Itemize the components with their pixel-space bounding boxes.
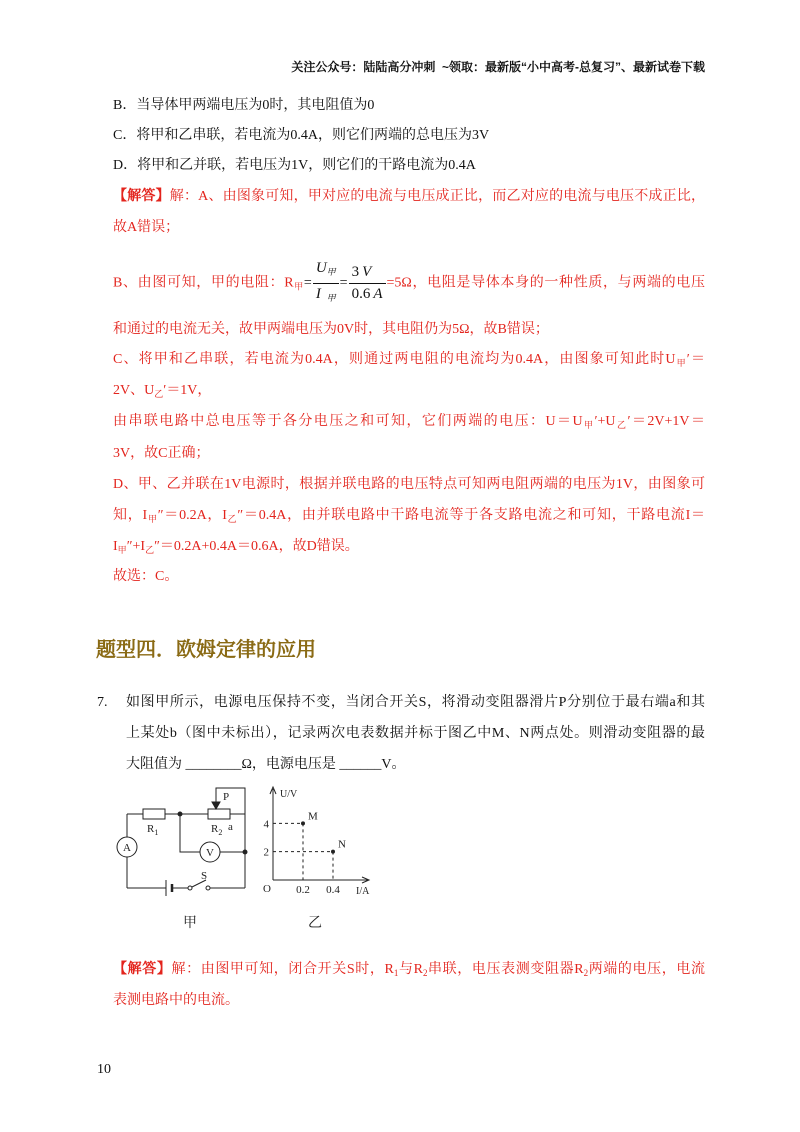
solution6-line-c1 xyxy=(113,350,705,370)
option-d: D．将甲和乙并联，若电压为1V，则它们的干路电流为0.4A xyxy=(113,158,476,173)
s7-subscript-1: 1 xyxy=(393,968,399,978)
fraction-i-denominator xyxy=(313,284,339,309)
d2-subscript-2: 乙 xyxy=(226,514,238,524)
question7-figures xyxy=(110,785,400,940)
denominator-i-subscript: 甲 xyxy=(320,293,336,303)
c3-text-pre: 由串联电路中总电压等于各分电压之和可知，它们两端的电压：U＝U xyxy=(113,414,583,429)
s7-subscript-3: 2 xyxy=(583,968,589,978)
denominator-i: I xyxy=(315,286,321,302)
question7-line-3: 大阻值为 ________Ω，电源电压是 ______V。 xyxy=(126,757,406,772)
solution6-line-d1: D、甲、乙并联在1V电源时，根据并联电路的电压特点可知两电阻两端的电压为1V，由图象可 xyxy=(113,477,705,492)
r2-letter: R xyxy=(211,823,219,835)
b1-text-post: =5Ω，电阻是导体本身的一种性质，与两端的电压 xyxy=(386,275,705,291)
d3-text-pre: I xyxy=(113,539,118,554)
r2-label xyxy=(211,823,222,837)
solution6-line-b1 xyxy=(113,258,705,302)
c2-subscript: 乙 xyxy=(154,389,164,399)
option-b: B．当导体甲两端电压为0时，其电阻值为0 xyxy=(113,98,375,113)
x-tick-label-0.2: 0.2 xyxy=(296,884,310,896)
d2-text-post: ″＝0.4A，由并联电路中干路电流等于各支路电流之和可知，干路电流I＝ xyxy=(237,508,705,523)
d3-subscript-1: 甲 xyxy=(117,545,127,555)
slider-p-label: P xyxy=(223,791,230,803)
c1-text-pre: C、将甲和乙串联，若电流为0.4A，则通过两电阻的电流均为0.4A，由图象可知此时U xyxy=(113,352,676,367)
d2-subscript-1: 甲 xyxy=(147,514,158,524)
circuit-diagram xyxy=(117,788,247,896)
x-axis-label: I/A xyxy=(356,886,370,897)
option-c: C．将甲和乙串联，若电流为0.4A，则它们两端的总电压为3V xyxy=(113,128,490,143)
y-axis-label: U/V xyxy=(280,789,298,800)
c1-text-post: ′＝ xyxy=(686,352,705,367)
point-M xyxy=(301,821,305,825)
switch-s-label: S xyxy=(201,870,208,882)
d3-text-mid: ″+I xyxy=(126,539,146,554)
numerator-u: U xyxy=(315,260,327,276)
d2-text-pre: 知，I xyxy=(113,508,148,523)
d3-text-post: ″＝0.2A+0.4A＝0.6A，故D错误。 xyxy=(154,539,359,554)
s7-text-post: 两端的电压，电流 xyxy=(588,962,706,977)
r1-label xyxy=(147,823,158,837)
graph-data-marks xyxy=(264,810,347,896)
rheostat-end-a-label: a xyxy=(228,821,233,833)
solution7-line-1 xyxy=(113,960,705,980)
c3-text-mid: ′+U xyxy=(594,414,616,429)
fraction-voltage-numerator xyxy=(349,262,386,284)
r2-subscript: 2 xyxy=(218,828,223,837)
switch-contact-left xyxy=(188,886,192,890)
c2-text-post: ′＝1V， xyxy=(163,383,212,398)
voltmeter-label: V xyxy=(206,847,214,859)
fraction-u-numerator xyxy=(313,258,339,284)
fraction-values xyxy=(349,262,386,305)
numerator-value: 3 xyxy=(351,264,360,280)
point-label-M: M xyxy=(308,810,318,823)
r1-letter: R xyxy=(147,823,155,835)
fraction-current-denominator xyxy=(349,284,386,305)
b1-text-pre: B、由图可知，甲的电阻：R xyxy=(113,275,294,291)
switch-contact-right xyxy=(206,886,210,890)
solution6-line-d3 xyxy=(113,537,359,557)
question7-number: 7. xyxy=(97,695,108,710)
denominator-value: 0.6 xyxy=(351,286,371,302)
point-N xyxy=(331,850,335,854)
solution6-line-d2 xyxy=(113,506,705,526)
c1-subscript: 甲 xyxy=(675,358,687,368)
s7-subscript-2: 2 xyxy=(422,968,428,978)
junction-dot-right xyxy=(243,850,247,854)
page-number: 10 xyxy=(97,1062,111,1077)
solution6-choice: 故选：C。 xyxy=(113,569,179,584)
s7-text-pre: 解：由图甲可知，闭合开关S时，R xyxy=(171,962,394,977)
b1-equals-2: = xyxy=(339,275,348,291)
fraction-u-over-i xyxy=(313,258,339,309)
denominator-unit: A xyxy=(373,286,383,302)
solution6-line-c2 xyxy=(113,381,211,401)
c3-subscript-2: 乙 xyxy=(615,420,628,430)
solution6-line-a1 xyxy=(113,187,705,207)
r1-subscript: 1 xyxy=(154,828,159,837)
solution6-line-c3 xyxy=(113,412,705,432)
page-header: 关注公众号：陆陆高分冲刺 ~领取：最新版“小中高考-总复习”、最新试卷下载 xyxy=(291,60,705,74)
question7-line-2: 上某处b（图中未标出），记录两次电表数据并标于图乙中M、N两点处。则滑动变阻器的最 xyxy=(126,726,705,741)
solution6-line-c4: 3V，故C正确； xyxy=(113,446,210,461)
ammeter-label: A xyxy=(123,842,131,854)
c3-subscript-1: 甲 xyxy=(582,420,595,430)
d2-text-mid: ″＝0.2A，I xyxy=(157,508,227,523)
c2-text-pre: 2V、U xyxy=(113,383,155,398)
question7-line-1: 如图甲所示，电源电压保持不变，当闭合开关S，将滑动变阻器滑片P分别位于最右端a和其 xyxy=(126,695,705,710)
b1-subscript: 甲 xyxy=(293,281,304,292)
graph xyxy=(263,787,370,931)
s7-text-mid-2: 串联，电压表测变阻器R xyxy=(427,962,584,977)
point-label-N: N xyxy=(338,838,346,851)
section-title: 题型四．欧姆定律的应用 xyxy=(96,639,316,661)
numerator-unit: V xyxy=(362,264,372,280)
y-tick-label-4: 4 xyxy=(263,818,269,831)
solution6-line-b2: 和通过的电流无关，故甲两端电压为0V时，其电阻仍为5Ω，故B错误； xyxy=(113,322,549,337)
numerator-u-subscript: 甲 xyxy=(326,267,336,277)
x-tick-label-0.4: 0.4 xyxy=(326,884,340,896)
graph-caption: 乙 xyxy=(308,916,322,931)
solution6-a1-text: 解：A、由图象可知，甲对应的电流与电压成正比，而乙对应的电流与电压不成正比， xyxy=(169,189,706,204)
d3-subscript-2: 乙 xyxy=(145,545,155,555)
s7-text-mid-1: 与R xyxy=(398,962,423,977)
solution6-line-a2: 故A错误； xyxy=(113,220,180,235)
solution6-tag: 【解答】 xyxy=(113,189,170,204)
wire-voltmeter-left xyxy=(180,814,200,852)
y-tick-label-2: 2 xyxy=(263,846,269,859)
rheostat-r2 xyxy=(208,809,230,819)
slider-arrowhead xyxy=(212,802,220,809)
solution7-line-2: 表测电路中的电流。 xyxy=(113,993,239,1008)
origin-label: O xyxy=(263,883,271,895)
b1-equals-1: = xyxy=(303,275,312,291)
c3-text-post: ′＝2V+1V＝ xyxy=(627,414,705,429)
resistor-r1 xyxy=(143,809,165,819)
circuit-caption: 甲 xyxy=(183,916,197,931)
solution7-tag: 【解答】 xyxy=(113,962,172,977)
